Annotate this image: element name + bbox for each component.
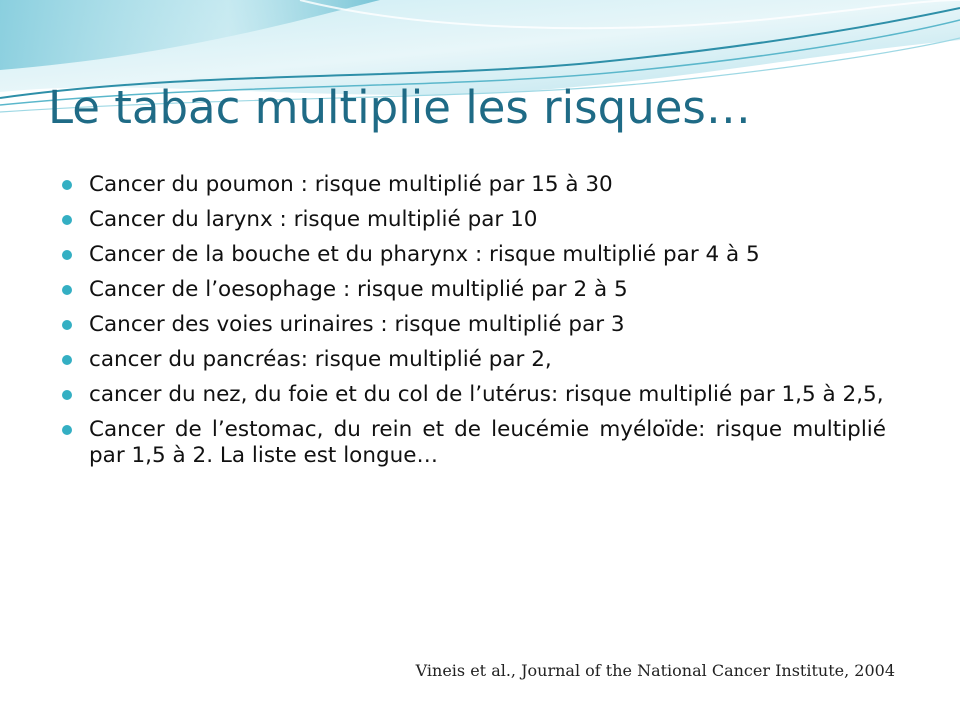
- bullet-item: [60, 312, 886, 338]
- bullet-item: [60, 277, 886, 303]
- bullet-dot-icon: [62, 285, 72, 295]
- bullet-text: Cancer des voies urinaires : risque multiplié par 3: [89, 312, 625, 337]
- bullet-list: [60, 172, 886, 478]
- bullet-dot-icon: [62, 250, 72, 260]
- bullet-item: [60, 207, 886, 233]
- bullet-item: [60, 172, 886, 198]
- slide-title: Le tabac multiplie les risques…: [48, 81, 751, 134]
- bullet-text: Cancer de la bouche et du pharynx : risque multiplié par 4 à 5: [89, 242, 760, 267]
- bullet-item: [60, 347, 886, 373]
- bullet-item: [60, 242, 886, 268]
- bullet-dot-icon: [62, 320, 72, 330]
- bullet-text: Cancer du poumon : risque multiplié par 15 à 30: [89, 172, 613, 197]
- bullet-dot-icon: [62, 355, 72, 365]
- source-citation: Vineis et al., Journal of the National Cancer Institute, 2004: [415, 661, 895, 680]
- bullet-dot-icon: [62, 180, 72, 190]
- bullet-item: [60, 382, 886, 408]
- bullet-text: Cancer de l’estomac, du rein et de leucémie myéloïde: risque multiplié par 1,5 à 2. La liste est longue…: [89, 417, 886, 468]
- bullet-text: Cancer du larynx : risque multiplié par 10: [89, 207, 538, 232]
- bullet-dot-icon: [62, 390, 72, 400]
- bullet-item: [60, 417, 886, 469]
- bullet-text: Cancer de l’oesophage : risque multiplié par 2 à 5: [89, 277, 628, 302]
- bullet-text: cancer du pancréas: risque multiplié par 2,: [89, 347, 552, 372]
- bullet-dot-icon: [62, 425, 72, 435]
- bullet-text: cancer du nez, du foie et du col de l’utérus: risque multiplié par 1,5 à 2,5,: [89, 382, 884, 407]
- bullet-dot-icon: [62, 215, 72, 225]
